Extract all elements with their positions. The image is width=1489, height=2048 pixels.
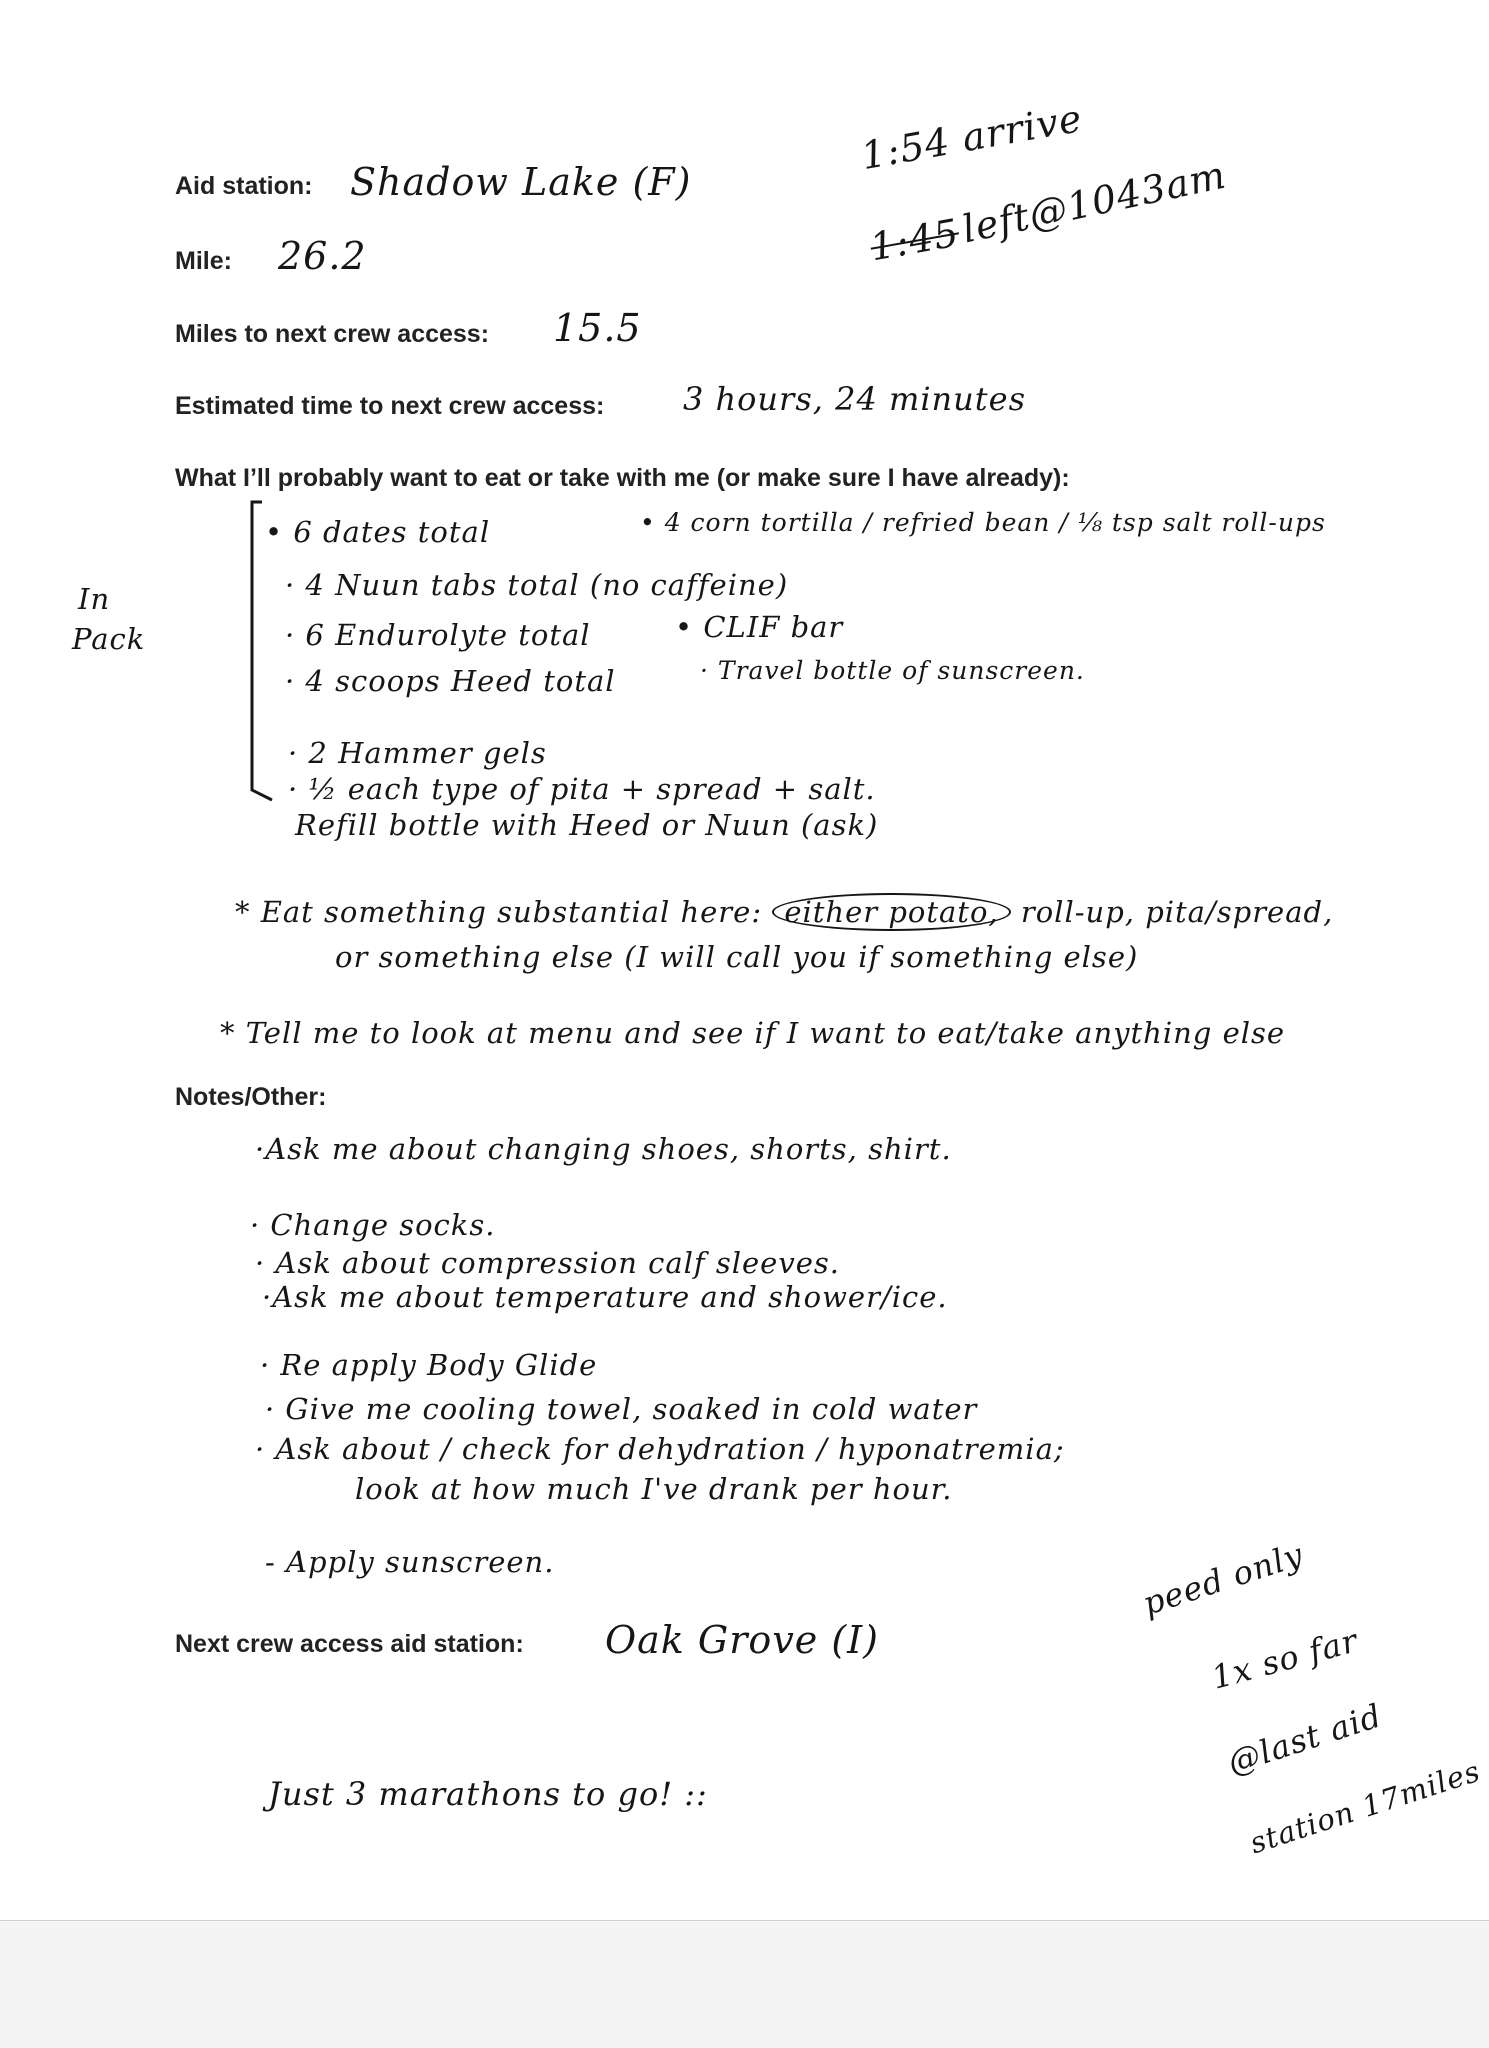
in-pack-label-1: In [78, 582, 111, 616]
note-item: look at how much I've drank per hour. [355, 1472, 953, 1506]
miles-next-value: 15.5 [553, 306, 642, 350]
pack-item: · 2 Hammer gels [288, 736, 547, 770]
note-item: ·Ask me about changing shoes, shorts, shirt. [255, 1132, 952, 1166]
next-station-label: Next crew access aid station: [175, 1630, 524, 1658]
left-time-struck: 1:45 [866, 210, 963, 270]
pack-item: · 4 scoops Heed total [285, 664, 616, 698]
side-note-line: station 17miles [1245, 1753, 1485, 1861]
note-item: · Change socks. [250, 1208, 496, 1242]
aid-station-label: Aid station: [175, 172, 313, 200]
note-item: · Re apply Body Glide [260, 1348, 598, 1382]
pack-item: • 6 dates total [265, 515, 491, 549]
in-pack-label-2: Pack [72, 622, 146, 656]
note-item: - Apply sunscreen. [265, 1545, 555, 1579]
mile-value: 26.2 [278, 234, 367, 278]
menu-note: * Tell me to look at menu and see if I want to eat/take anything else [220, 1016, 1286, 1050]
notes-label: Notes/Other: [175, 1083, 327, 1111]
pack-item-right: • CLIF bar [675, 610, 844, 644]
side-note-line: peed only [1138, 1535, 1309, 1623]
pack-item-right: • 4 corn tortilla / refried bean / ⅛ tsp salt roll-ups [640, 508, 1326, 537]
next-station-value: Oak Grove (I) [605, 1618, 880, 1662]
pack-item-right: · Travel bottle of sunscreen. [700, 656, 1085, 685]
note-item: ·Ask me about temperature and shower/ice. [262, 1280, 948, 1314]
note-item: · Give me cooling towel, soaked in cold water [265, 1392, 978, 1426]
eat-note-line-2: or something else (I will call you if something else) [335, 940, 1139, 974]
eat-note-circled: either potato, [772, 893, 1010, 931]
closing-note: Just 3 marathons to go! :: [268, 1775, 708, 1813]
side-note-line: 1x so far [1207, 1621, 1363, 1697]
note-item: · Ask about compression calf sleeves. [255, 1246, 840, 1280]
scan-margin [0, 1921, 1489, 2048]
food-label: What I’ll probably want to eat or take with me (or make sure I have already): [175, 464, 1070, 492]
mile-label: Mile: [175, 247, 232, 275]
pack-item: · 4 Nuun tabs total (no caffeine) [285, 568, 789, 602]
eat-note-start: * Eat something substantial here: [235, 895, 763, 929]
aid-station-value: Shadow Lake (F) [350, 160, 692, 204]
miles-next-label: Miles to next crew access: [175, 320, 490, 348]
refill-note: Refill bottle with Heed or Nuun (ask) [295, 808, 879, 842]
est-time-value: 3 hours, 24 minutes [683, 380, 1026, 418]
pack-item: · 6 Endurolyte total [285, 618, 591, 652]
pack-item: · ½ each type of pita + spread + salt. [288, 772, 876, 806]
arrive-time: 1:54 arrive [857, 95, 1086, 179]
left-time: left@1043am [958, 152, 1231, 252]
est-time-label: Estimated time to next crew access: [175, 392, 605, 420]
eat-note [235, 895, 1333, 929]
note-item: · Ask about / check for dehydration / hyponatremia; [255, 1432, 1065, 1466]
eat-note-end: roll-up, pita/spread, [1020, 895, 1334, 929]
side-note-line: @last aid [1223, 1696, 1387, 1782]
